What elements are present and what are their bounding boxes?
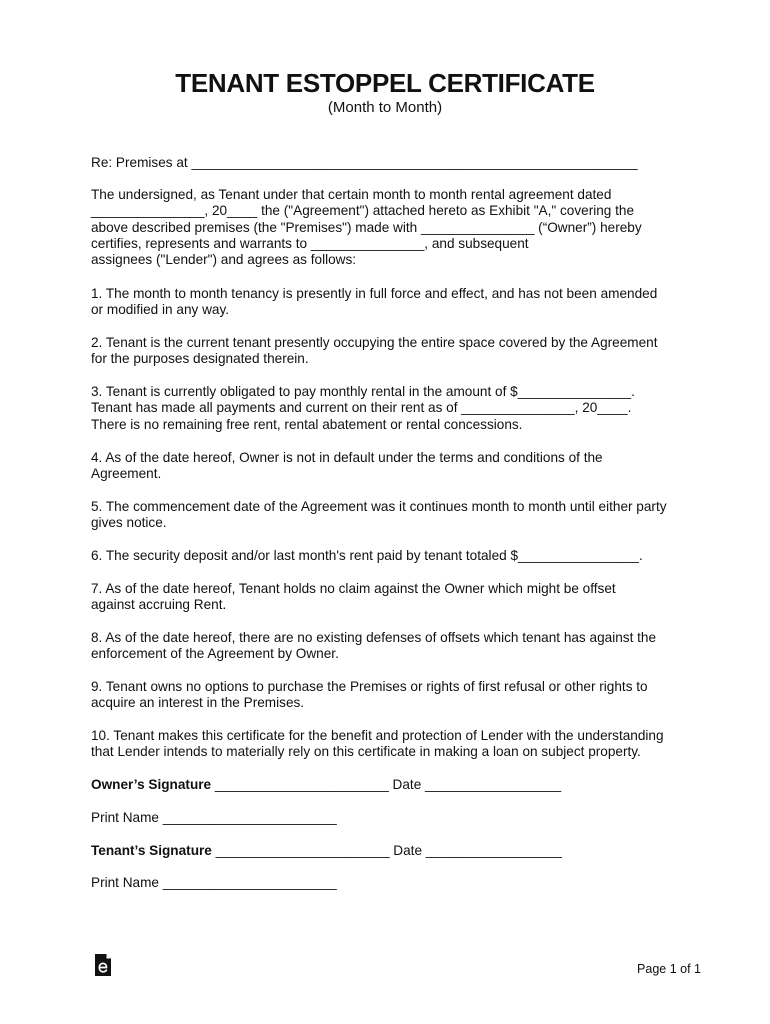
clause-2: 2. Tenant is the current tenant presently occupying the entire space covered by the Agreement for the purposes designated therein.	[91, 335, 658, 367]
tenant-signature-label: Tenant’s Signature	[91, 843, 212, 858]
clause-6: 6. The security deposit and/or last month's rent paid by tenant totaled $________________.	[91, 548, 643, 563]
owner-signature-label: Owner’s Signature	[91, 777, 212, 792]
clause-10: 10. Tenant makes this certificate for the benefit and protection of Lender with the understanding that Lender intends to materially rely on this certificate in making a loan on subject property.	[91, 728, 664, 760]
clause-7: 7. As of the date hereof, Tenant holds no claim against the Owner which might be offset against accruing Rent.	[91, 581, 616, 613]
clause-4: 4. As of the date hereof, Owner is not in default under the terms and conditions of the Agreement.	[91, 450, 603, 482]
document-subtitle: (Month to Month)	[327, 99, 443, 116]
owner-signature-blank: _______________________ Date __________________	[211, 777, 562, 792]
clause-9: 9. Tenant owns no options to purchase the Premises or rights of first refusal or other rights to acquire an interest in the Premises.	[91, 679, 648, 711]
clause-5: 5. The commencement date of the Agreement was it continues month to month until either party gives notice.	[91, 499, 667, 531]
document-title: TENANT ESTOPPEL CERTIFICATE	[175, 68, 595, 98]
tenant-signature-blank: _______________________ Date __________________	[211, 843, 562, 858]
clause-8: 8. As of the date hereof, there are no existing defenses of offsets which tenant has against the enforcement of the Agreement by Owner.	[91, 630, 657, 662]
page-number: Page 1 of 1	[637, 962, 701, 976]
eforms-logo-icon	[94, 953, 112, 977]
tenant-signature-line	[91, 843, 562, 859]
clause-1: 1. The month to month tenancy is presently in full force and effect, and has not been amended or modified in any way.	[91, 286, 658, 318]
intro-paragraph: The undersigned, as Tenant under that certain month to month rental agreement dated _______________, 20____ the ("Agreement") attached hereto as Exhibit "A," covering the above described premises (the "Premises") made with _______________ (“Owner”) hereby certifies, represents and warrants to _______________, and subsequent assignees ("Lender") and agrees as follows:	[91, 187, 642, 268]
tenant-print-name-line: Print Name _______________________	[91, 875, 337, 890]
clause-3: 3. Tenant is currently obligated to pay monthly rental in the amount of $_______________. Tenant has made all payments and current on their rent as of _______________, 20____. There is no remaining free rent, rental abatement or rental concessions.	[91, 384, 635, 432]
owner-signature-line	[91, 777, 561, 793]
owner-print-name-line: Print Name _______________________	[91, 810, 337, 825]
premises-line: Re: Premises at ___________________________________________________________	[91, 155, 638, 170]
